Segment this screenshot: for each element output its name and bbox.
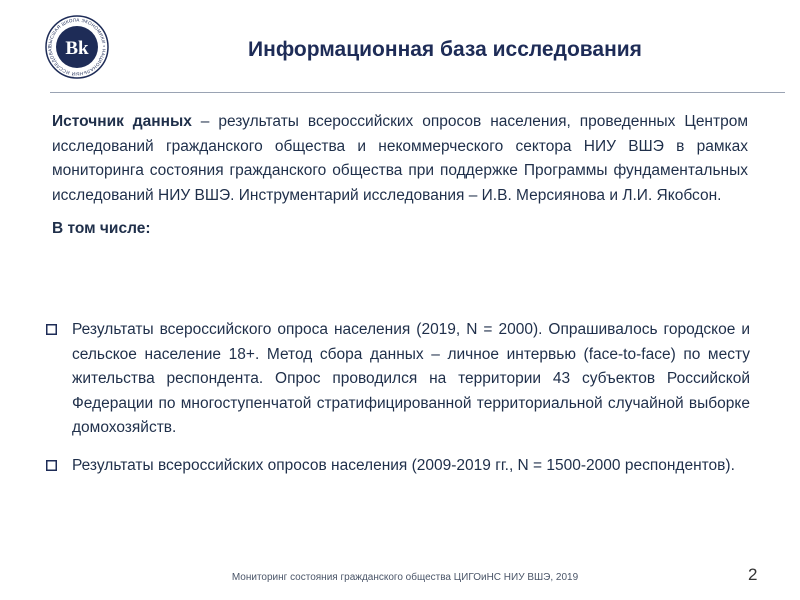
hse-logo <box>44 14 110 80</box>
bullet-item <box>44 454 750 479</box>
bullet-text: Результаты всероссийских опросов населения (2009-2019 гг., N = 1500-2000 респондентов). <box>72 456 735 474</box>
footer-caption: Мониторинг состояния гражданского общества ЦИГОиНС НИУ ВШЭ, 2019 <box>231 572 579 583</box>
subheading: В том числе: <box>52 220 151 237</box>
page-number: 2 <box>748 565 758 584</box>
bullet-list <box>44 318 750 478</box>
logo-ring-text: ВЫСШАЯ ШКОЛА ЭКОНОМИКИ • НАЦИОНАЛЬНЫЙ ИССЛЕДОВАТ <box>47 17 107 77</box>
checkbox-bullet-icon <box>46 324 57 335</box>
intro-text: – результаты всероссийских опросов населения, проведенных Центром исследований гражданского общества и некоммерческого сектора НИУ ВШЭ в рамках мониторинга состояния гражданского общества при поддержке Программы фундаментальных исследований НИУ ВШЭ. Инструментарий исследования – И.В. Мерсиянова и Л.И. Якобсон. <box>52 113 748 204</box>
logo-monogram: Вk <box>65 38 89 59</box>
intro-section <box>52 110 748 242</box>
intro-lead: Источник данных <box>52 113 192 130</box>
page-title: Информационная база исследования <box>248 38 642 61</box>
title-divider <box>50 92 785 93</box>
bullet-text: Результаты всероссийского опроса населения (2019, N = 2000). Опрашивалось городское и сельское население 18+. Метод сбора данных – личное интервью (face-to-face) по месту жительства респондента. Опрос проводился на территории 43 субъектов Российской Федерации по многоступенчатой стратифицированной территориальной случайной выборке домохозяйств. <box>72 321 750 436</box>
bullet-item <box>44 318 750 441</box>
intro-paragraph <box>52 110 748 208</box>
checkbox-bullet-icon <box>46 460 57 471</box>
